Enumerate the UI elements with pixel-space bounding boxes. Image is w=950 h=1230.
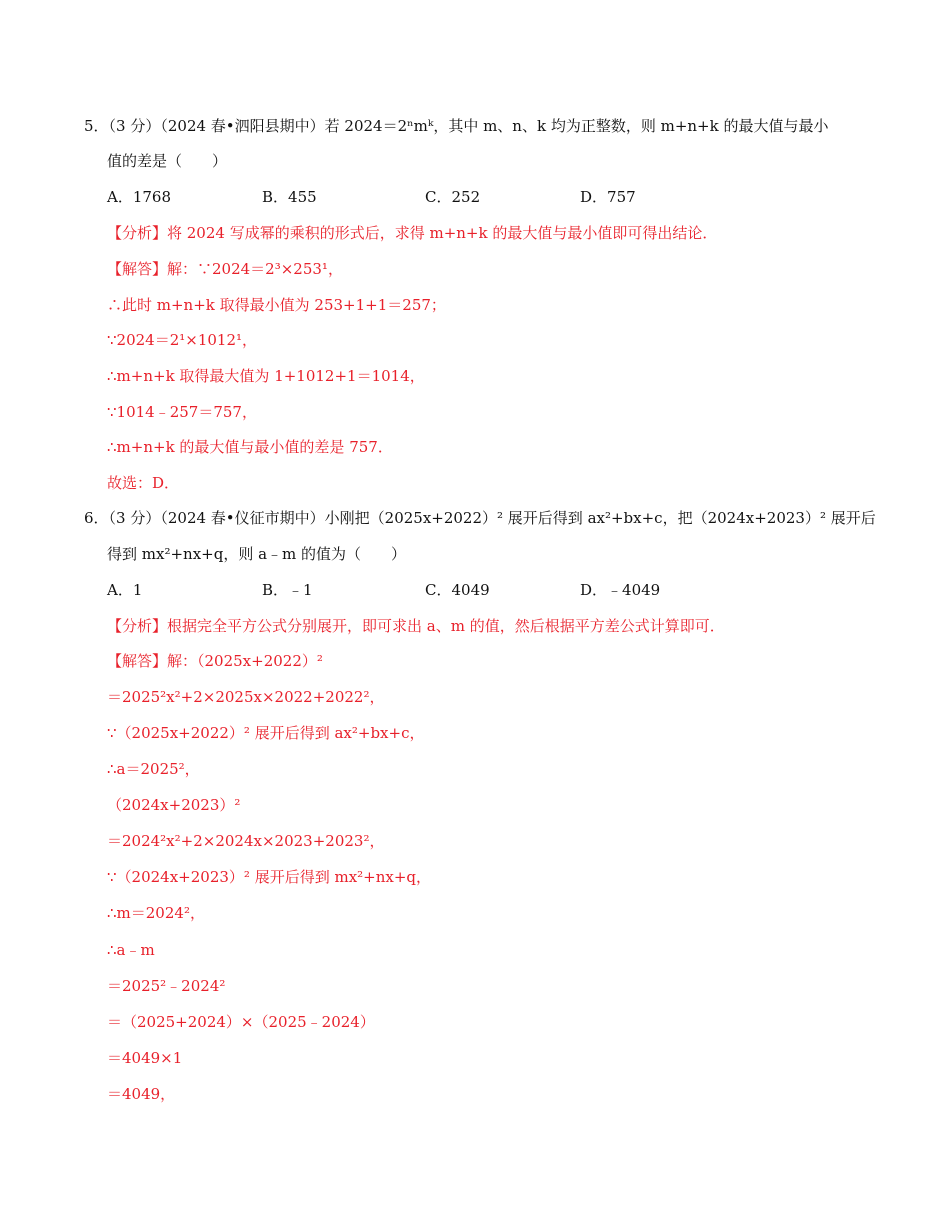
question-5-option-b: B．455 <box>262 188 317 206</box>
question-5-option-d: D．757 <box>580 188 636 206</box>
question-5-solution-line: 【解答】解：∵2024＝2³×253¹， <box>107 260 343 278</box>
question-6-solution-line: ＝2025²x²+2×2025x×2022+2022²， <box>107 688 385 706</box>
question-6-solution-line: 【解答】解：（2025x+2022）² <box>107 652 323 670</box>
question-6-solution-line: （2024x+2023）² <box>107 796 241 814</box>
question-5-solution-line: ∵2024＝2¹×1012¹， <box>107 331 258 349</box>
question-5-stem-line-1: 5．（3 分）（2024 春•泗阳县期中）若 2024＝2ⁿmᵏ，其中 m、n、k 均为正整数，则 m+n+k 的最大值与最小 <box>84 117 829 135</box>
question-6-analysis: 【分析】根据完全平方公式分别展开，即可求出 a、m 的值，然后根据平方差公式计算即可． <box>107 617 725 635</box>
question-6-solution-line: ∴a＝2025²， <box>107 760 200 778</box>
question-6-option-d: D．﹣4049 <box>580 581 661 599</box>
question-5-answer: 故选：D． <box>107 474 180 492</box>
question-6-solution-line: ＝4049， <box>107 1085 176 1103</box>
question-5-solution-line: ∴m+n+k 的最大值与最小值的差是 757． <box>107 438 393 456</box>
question-5-stem-line-2: 值的差是（ ） <box>107 152 228 170</box>
question-6-solution-line: ＝2025²﹣2024² <box>107 977 226 995</box>
question-5-solution-line: ∴m+n+k 取得最大值为 1+1012+1＝1014， <box>107 367 425 385</box>
question-6-option-a: A．1 <box>107 581 143 599</box>
question-6-solution-line: ∴a﹣m <box>107 941 155 959</box>
question-6-option-c: C．4049 <box>425 581 490 599</box>
question-6-solution-line: ＝2024²x²+2×2024x×2023+2023²， <box>107 832 385 850</box>
question-6-solution-line: ∴m＝2024²， <box>107 904 205 922</box>
question-5-option-c: C．252 <box>425 188 481 206</box>
question-5-solution-line: ∵1014﹣257＝757， <box>107 403 257 421</box>
question-6-option-b: B．﹣1 <box>262 581 313 599</box>
question-6-stem-line-1: 6．（3 分）（2024 春•仪征市期中）小刚把（2025x+2022）² 展开后得到 ax²+bx+c，把（2024x+2023）² 展开后 <box>84 509 876 527</box>
question-6-solution-line: ＝（2025+2024）×（2025﹣2024） <box>107 1013 375 1031</box>
question-5-analysis: 【分析】将 2024 写成幂的乘积的形式后，求得 m+n+k 的最大值与最小值即可得出结论． <box>107 224 718 242</box>
question-5-solution-line: ∴此时 m+n+k 取得最小值为 253+1+1＝257； <box>107 296 446 314</box>
question-6-solution-line: ＝4049×1 <box>107 1049 183 1067</box>
question-6-stem-line-2: 得到 mx²+nx+q，则 a﹣m 的值为（ ） <box>107 545 407 563</box>
question-6-solution-line: ∵（2025x+2022）² 展开后得到 ax²+bx+c， <box>107 724 425 742</box>
question-5-option-a: A．1768 <box>107 188 172 206</box>
question-6-solution-line: ∵（2024x+2023）² 展开后得到 mx²+nx+q， <box>107 868 432 886</box>
